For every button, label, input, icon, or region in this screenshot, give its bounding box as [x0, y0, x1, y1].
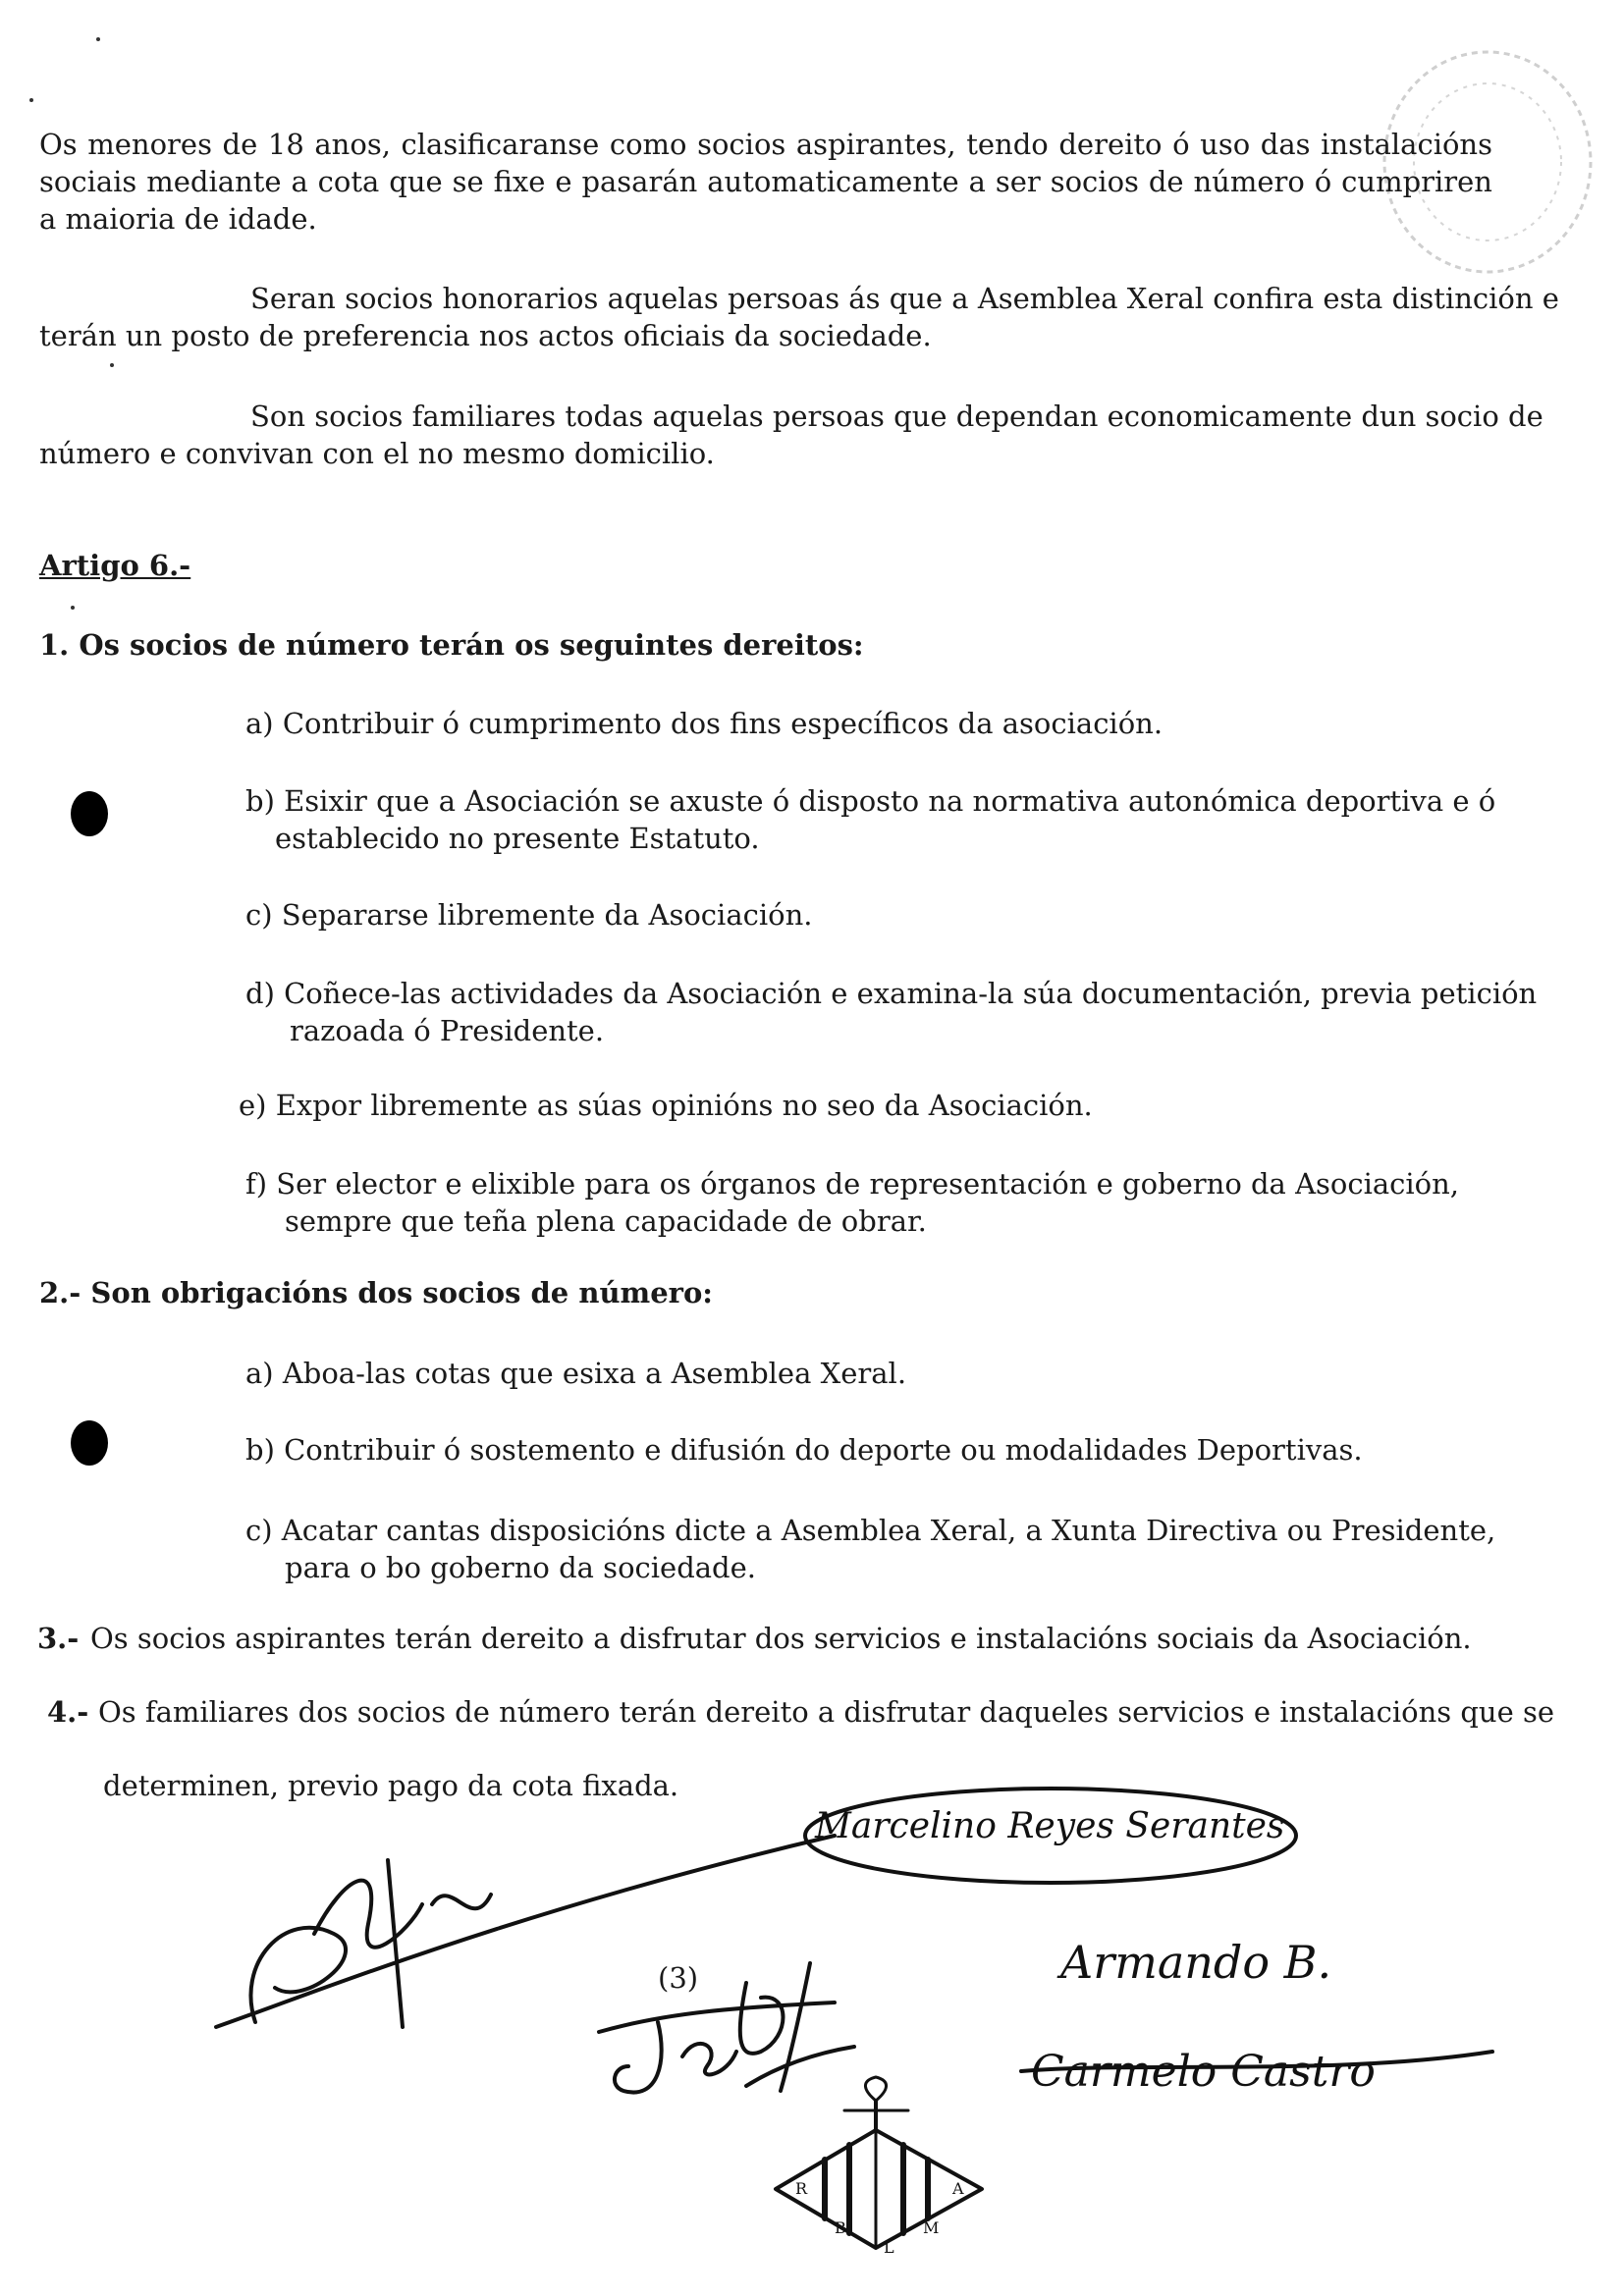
scan-speck [71, 606, 75, 610]
article-heading: Artigo 6.- [39, 549, 191, 582]
paragraph-minors: Os menores de 18 anos, clasificaranse como socios aspirantes, tendo dereito ó uso das instalacións sociais mediante a cota que se fixe e pasarán automaticamente a ser socios de número ó cumpriren a maioria de idade. [39, 128, 1492, 236]
section4-text-line2: determinen, previo pago da cota fixada. [103, 1769, 679, 1802]
paragraph-family-line2: número e convivan con el no mesmo domicilio. [39, 437, 715, 470]
paragraph-honorary-line2: terán un posto de preferencia nos actos oficiais da sociedade. [39, 319, 932, 352]
section4-label: 4.- [47, 1695, 89, 1729]
svg-text:Armando B.: Armando B. [1060, 1936, 1332, 1989]
svg-text:L: L [884, 2238, 894, 2257]
page-number: (3) [658, 1961, 699, 1995]
section1-item-b-line2: establecido no presente Estatuto. [275, 822, 760, 855]
section1-item-e: e) Expor libremente as súas opinións no seo da Asociación. [239, 1089, 1093, 1122]
section1-item-c: c) Separarse libremente da Asociación. [245, 898, 813, 932]
scan-speck [110, 363, 114, 367]
section2-item-c-line1: c) Acatar cantas disposicións dicte a Asemblea Xeral, a Xunta Directiva ou Presidente, [245, 1514, 1496, 1547]
section2-item-c-line2: para o bo goberno da sociedade. [285, 1551, 757, 1584]
signature-top-right [785, 1777, 1316, 1904]
scan-speck [29, 98, 33, 102]
club-emblem [766, 2071, 992, 2258]
section1-item-d-line2: razoada ó Presidente. [290, 1014, 605, 1047]
section2-item-b: b) Contribuir ó sostemento e difusión do deporte ou modalidades Deportivas. [245, 1433, 1363, 1467]
svg-text:Marcelino Reyes Serantes: Marcelino Reyes Serantes [815, 1806, 1285, 1846]
svg-text:B: B [835, 2218, 846, 2237]
svg-text:Carmelo Castro: Carmelo Castro [1031, 2047, 1376, 2097]
svg-text:M: M [923, 2218, 940, 2237]
section1-item-d-line1: d) Coñece-las actividades da Asociación e examina-la súa documentación, previa petición [245, 977, 1538, 1010]
paragraph-honorary-line1: Seran socios honorarios aquelas persoas ás que a Asemblea Xeral confira esta distinción e [250, 282, 1559, 315]
section1-item-b-line1: b) Esixir que a Asociación se axuste ó disposto na normativa autonómica deportiva e ó [245, 784, 1496, 818]
section1-item-f-line1: f) Ser elector e elixible para os órganos de representación e goberno da Asociación, [245, 1167, 1460, 1201]
punch-hole-upper [71, 791, 108, 836]
signature-right-middle [1051, 1904, 1404, 2012]
signature-right-bottom [1021, 2022, 1512, 2130]
section1-title: 1. Os socios de número terán os seguintes dereitos: [39, 628, 864, 662]
svg-text:R: R [795, 2179, 808, 2198]
punch-hole-lower [71, 1420, 108, 1466]
section1-item-a: a) Contribuir ó cumprimento dos fins específicos da asociación. [245, 707, 1164, 740]
section2-item-a: a) Aboa-las cotas que esixa a Asemblea Xeral. [245, 1357, 907, 1390]
svg-text:A: A [952, 2179, 964, 2198]
scan-speck [96, 37, 100, 41]
section3-label: 3.- [37, 1622, 80, 1655]
section1-item-f-line2: sempre que teña plena capacidade de obrar. [285, 1204, 927, 1238]
section2-title: 2.- Son obrigacións dos socios de número: [39, 1276, 713, 1309]
section4-text-line1: Os familiares dos socios de número terán dereito a disfrutar daqueles servicios e instalacións que se [98, 1695, 1555, 1729]
section3-text: Os socios aspirantes terán dereito a disfrutar dos servicios e instalacións sociais da Asociación. [90, 1622, 1472, 1655]
paragraph-family-line1: Son socios familiares todas aquelas persoas que dependan economicamente dun socio de [250, 400, 1543, 433]
